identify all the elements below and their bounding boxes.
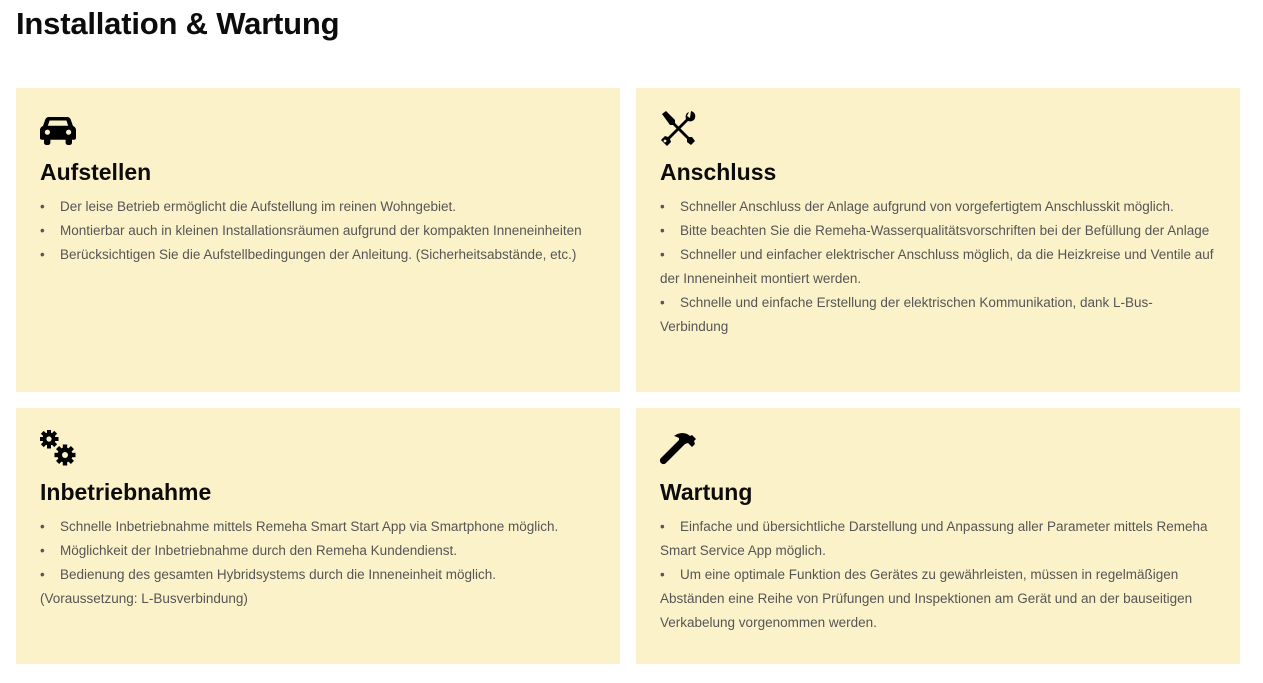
card-inbetriebnahme	[16, 408, 620, 664]
bullet-icon: •	[660, 199, 665, 214]
list-item: • Berücksichtigen Sie die Aufstellbedingungen der Anleitung. (Sicherheitsabstände, etc.)	[40, 243, 596, 267]
list-item: • Um eine optimale Funktion des Gerätes zu gewährleisten, müssen in regelmäßigen Abständen eine Reihe von Prüfungen und Inspektionen am Gerät und an der bauseitigen Verkabelung vorgenommen werden.	[660, 563, 1216, 635]
gears-icon	[40, 430, 76, 466]
card-title: Inbetriebnahme	[40, 479, 212, 505]
bullet-icon: •	[40, 543, 45, 558]
list-item: • Bedienung des gesamten Hybridsystems durch die Inneneinheit möglich. (Voraussetzung: L-Busverbindung)	[40, 563, 596, 611]
bullet-icon: •	[40, 519, 45, 534]
list-item: • Schnelle und einfache Erstellung der elektrischen Kommunikation, dank L-Bus-Verbindung	[660, 291, 1216, 339]
tools-icon	[660, 110, 696, 146]
bullet-icon: •	[660, 247, 665, 262]
bullet-icon: •	[40, 223, 45, 238]
card-title: Anschluss	[660, 159, 777, 185]
car-icon	[40, 110, 76, 146]
list-item: • Montierbar auch in kleinen Installationsräumen aufgrund der kompakten Inneneinheiten	[40, 219, 596, 243]
bullet-icon: •	[40, 567, 45, 582]
card-wartung	[636, 408, 1240, 664]
card-aufstellen	[16, 88, 620, 392]
list-item: • Schneller Anschluss der Anlage aufgrund von vorgefertigtem Anschlusskit möglich.	[660, 195, 1216, 219]
bullet-icon: •	[40, 199, 45, 214]
list-item: • Der leise Betrieb ermöglicht die Aufstellung im reinen Wohngebiet.	[40, 195, 596, 219]
bullet-icon: •	[660, 519, 665, 534]
list-item: • Bitte beachten Sie die Remeha-Wasserqualitätsvorschriften bei der Befüllung der Anlage	[660, 219, 1216, 243]
list-item: • Möglichkeit der Inbetriebnahme durch den Remeha Kundendienst.	[40, 539, 596, 563]
bullet-icon: •	[660, 295, 665, 310]
list-item: • Schneller und einfacher elektrischer Anschluss möglich, da die Heizkreise und Ventile auf der Inneneinheit montiert werden.	[660, 243, 1216, 291]
card-title: Aufstellen	[40, 159, 152, 185]
bullet-icon: •	[40, 247, 45, 262]
hammer-icon	[660, 430, 696, 466]
bullet-icon: •	[660, 223, 665, 238]
list-item: • Schnelle Inbetriebnahme mittels Remeha Smart Start App via Smartphone möglich.	[40, 515, 596, 539]
card-title: Wartung	[660, 479, 753, 505]
bullet-icon: •	[660, 567, 665, 582]
page-title: Installation & Wartung	[16, 6, 340, 41]
list-item: • Einfache und übersichtliche Darstellung und Anpassung aller Parameter mittels Remeha Smart Service App möglich.	[660, 515, 1216, 563]
card-list	[660, 515, 1216, 635]
card-anschluss	[636, 88, 1240, 392]
card-list	[660, 195, 1216, 339]
card-list	[40, 195, 596, 267]
card-list	[40, 515, 596, 611]
